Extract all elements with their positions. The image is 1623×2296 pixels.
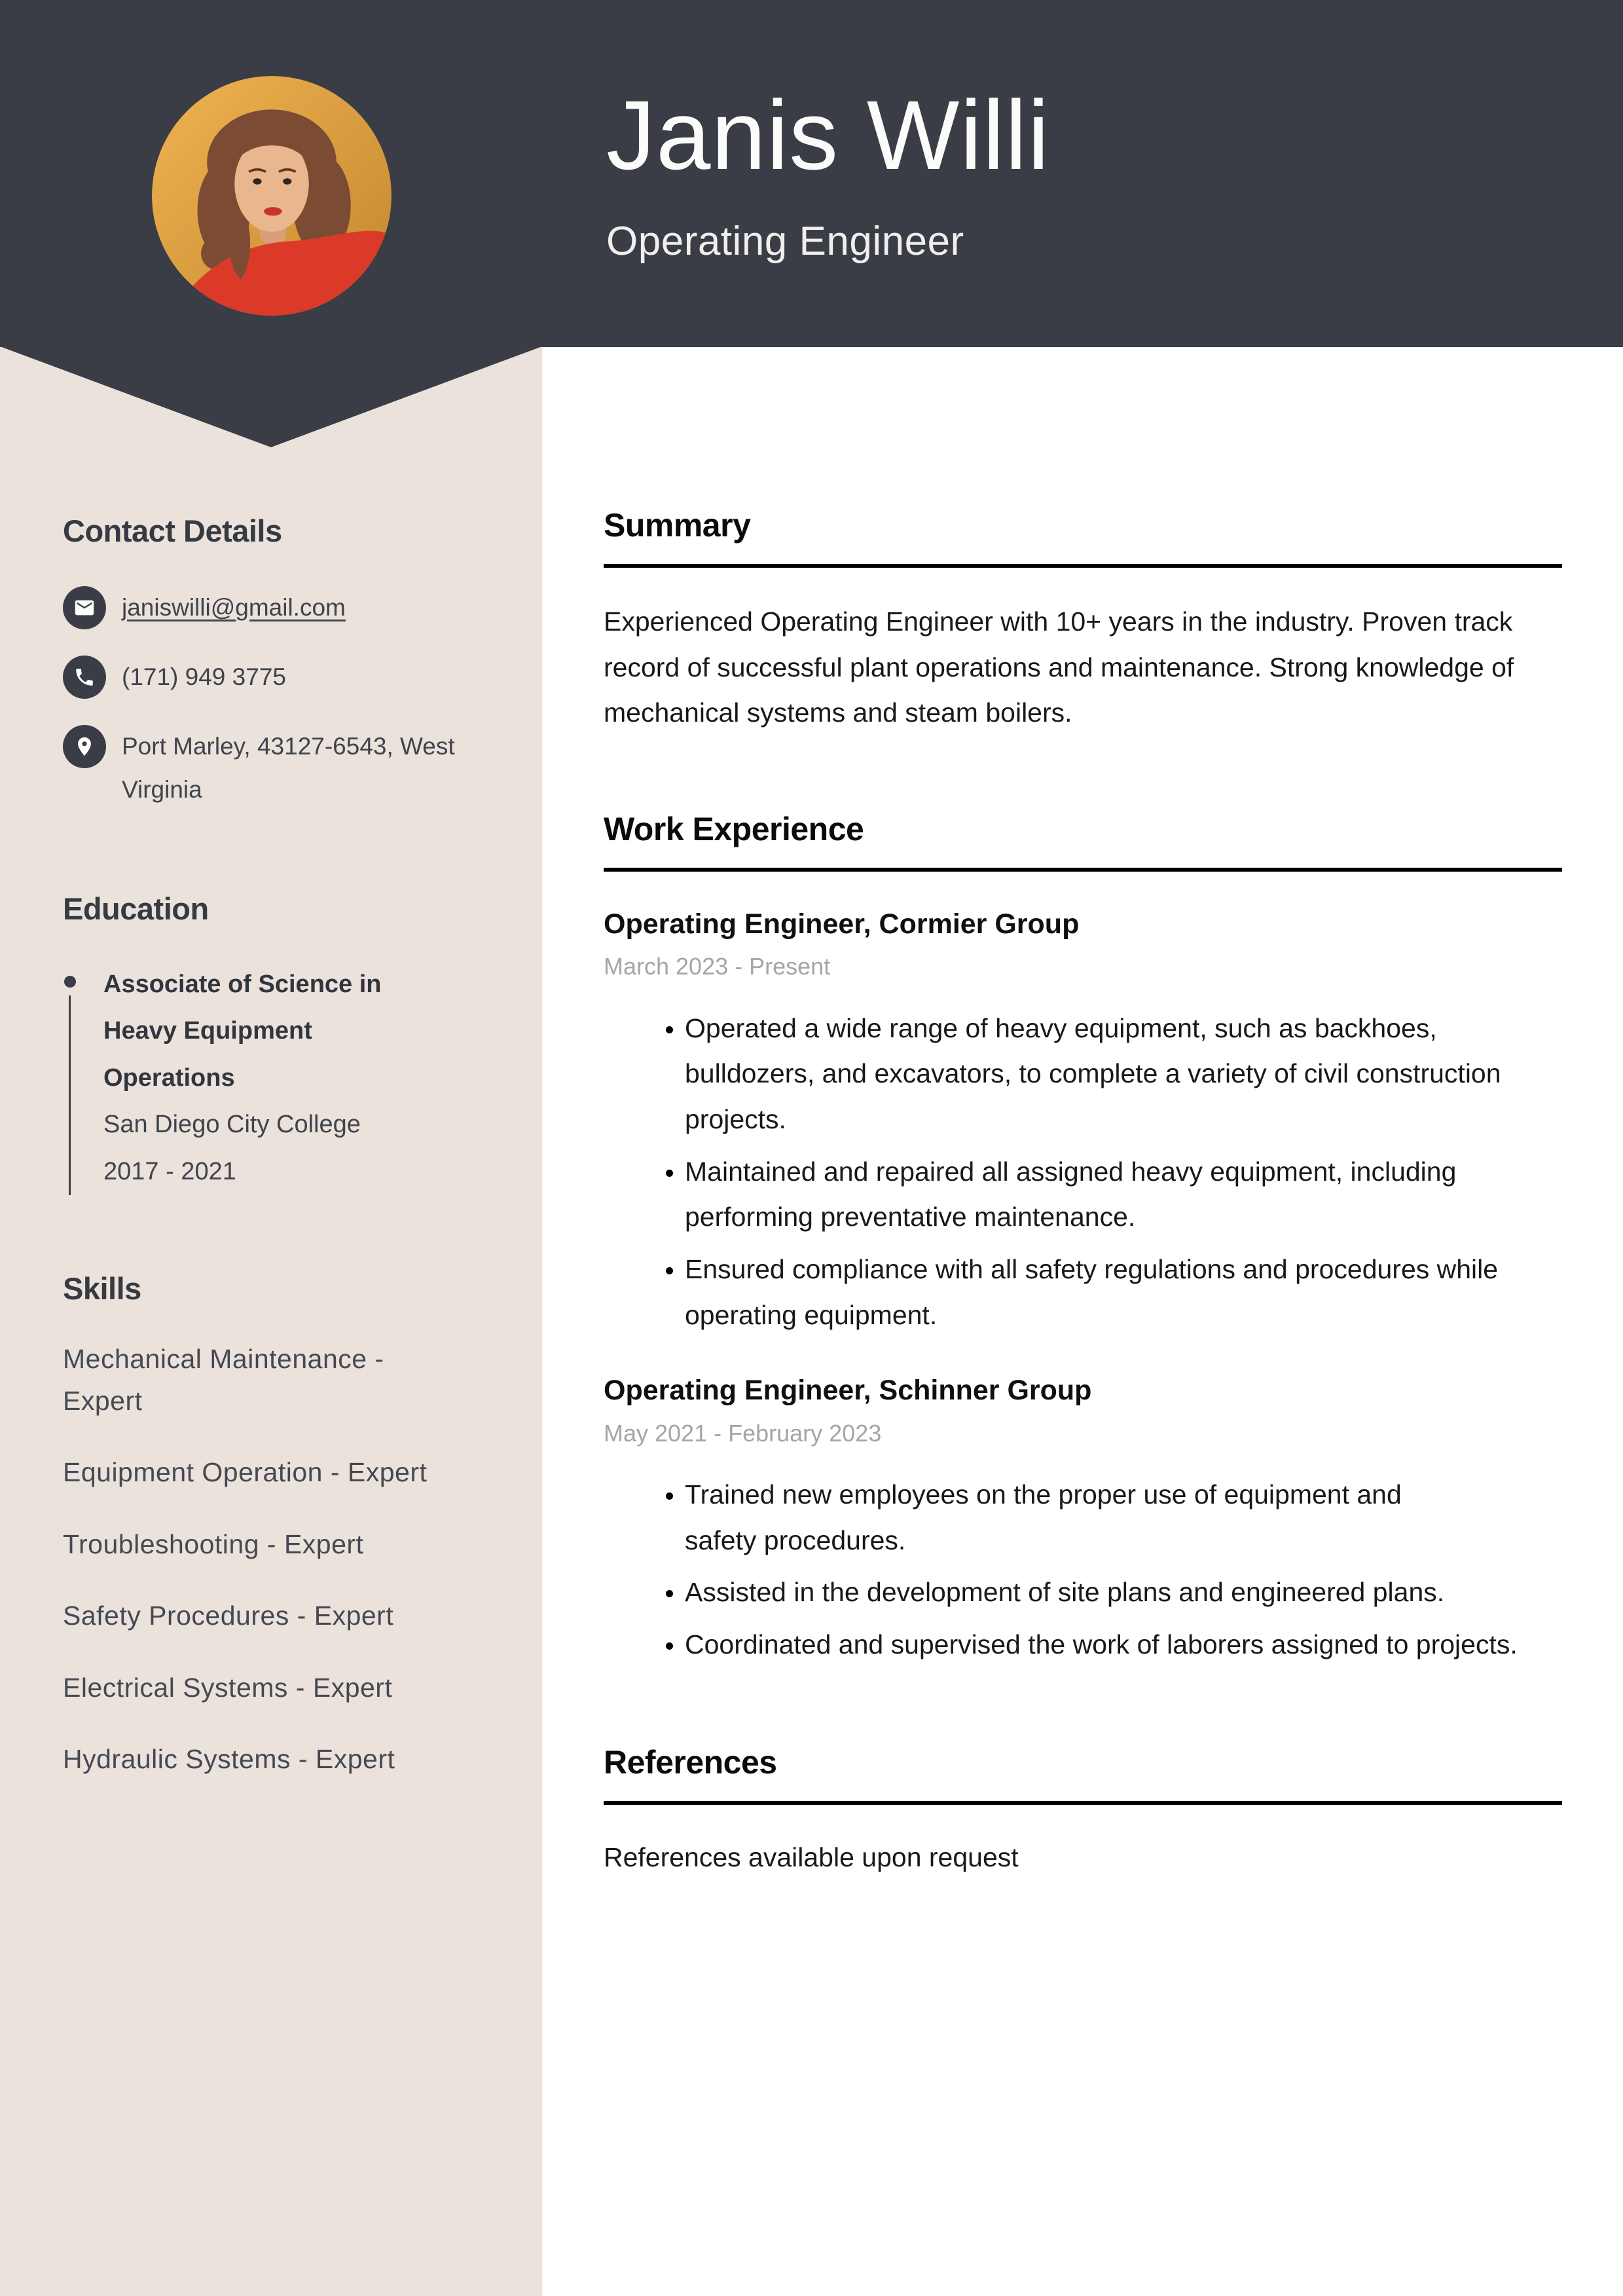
education-school: San Diego City College — [103, 1111, 361, 1139]
references-section — [604, 1741, 1562, 1881]
summary-heading: Summary — [604, 504, 1562, 568]
job-title-company: Operating Engineer, Schinner Group — [604, 1375, 1092, 1407]
job-bullet: • Maintained and repaired all assigned heavy equipment, including performing preventative maintenance. — [685, 1149, 1549, 1240]
contact-rows — [63, 586, 504, 811]
skills-list — [63, 1339, 504, 1781]
work-experience-section — [604, 808, 1562, 1668]
job-entry — [604, 904, 1562, 1338]
main-column — [542, 347, 1623, 1880]
job-dates: March 2023 - Present — [604, 953, 831, 980]
education-timeline — [63, 961, 103, 1195]
education-years: 2017 - 2021 — [103, 1157, 236, 1185]
location-icon — [63, 725, 106, 768]
timeline-line — [69, 995, 71, 1195]
job-bullet: • Coordinated and supervised the work of laborers assigned to projects. — [685, 1622, 1549, 1668]
job-bullet-list — [604, 1472, 1562, 1668]
job-bullet-list — [604, 1006, 1562, 1339]
skill-item: Equipment Operation - Expert — [63, 1457, 428, 1488]
header-text-block — [606, 80, 1050, 266]
summary-section — [604, 504, 1562, 736]
references-heading: References — [604, 1741, 1562, 1805]
skills-heading: Skills — [63, 1271, 141, 1306]
skill-item: Mechanical Maintenance - Expert — [63, 1344, 384, 1416]
summary-text: Experienced Operating Engineer with 10+ years in the industry. Proven track record of successful plant operations and maintenance. Strong knowledge of mechanical systems and steam boilers. — [604, 606, 1514, 728]
person-name: Janis Willi — [606, 80, 1050, 190]
work-experience-heading: Work Experience — [604, 808, 1562, 872]
skill-item: Electrical Systems - Expert — [63, 1672, 393, 1703]
phone-icon — [63, 656, 106, 699]
person-job-title: Operating Engineer — [606, 218, 964, 264]
job-entry — [604, 1371, 1562, 1667]
job-bullet: • Ensured compliance with all safety regulations and procedures while operating equipment. — [685, 1247, 1549, 1338]
job-dates: May 2021 - February 2023 — [604, 1419, 882, 1447]
education-heading: Education — [63, 891, 209, 926]
job-bullet: • Operated a wide range of heavy equipment, such as backhoes, bulldozers, and excavators, to complete a variety of civil construction projects. — [685, 1006, 1549, 1143]
skill-item: Safety Procedures - Expert — [63, 1601, 394, 1631]
job-bullet: • Assisted in the development of site plans and engineered plans. — [685, 1570, 1549, 1616]
contact-details-heading: Contact Details — [63, 513, 282, 548]
references-text: References available upon request — [604, 1842, 1019, 1872]
education-entry-text — [103, 961, 408, 1195]
education-degree: Associate of Science in Heavy Equipment Operations — [103, 970, 382, 1092]
education-entry — [63, 961, 504, 1195]
skill-item: Troubleshooting - Expert — [63, 1528, 364, 1559]
email-icon — [63, 586, 106, 629]
phone-number: (171) 949 3775 — [122, 663, 286, 691]
contact-row-address — [63, 725, 504, 811]
contact-row-phone — [63, 656, 504, 699]
address-text: Port Marley, 43127-6543, West Virginia — [122, 733, 455, 803]
job-bullet: • Trained new employees on the proper use of equipment and safety procedures. — [685, 1472, 1464, 1563]
email-link[interactable]: janiswilli@gmail.com — [122, 594, 346, 621]
sidebar — [0, 0, 542, 2296]
skill-item: Hydraulic Systems - Expert — [63, 1744, 395, 1775]
job-title-company: Operating Engineer, Cormier Group — [604, 908, 1080, 940]
timeline-dot — [64, 976, 76, 988]
contact-row-email — [63, 586, 504, 629]
